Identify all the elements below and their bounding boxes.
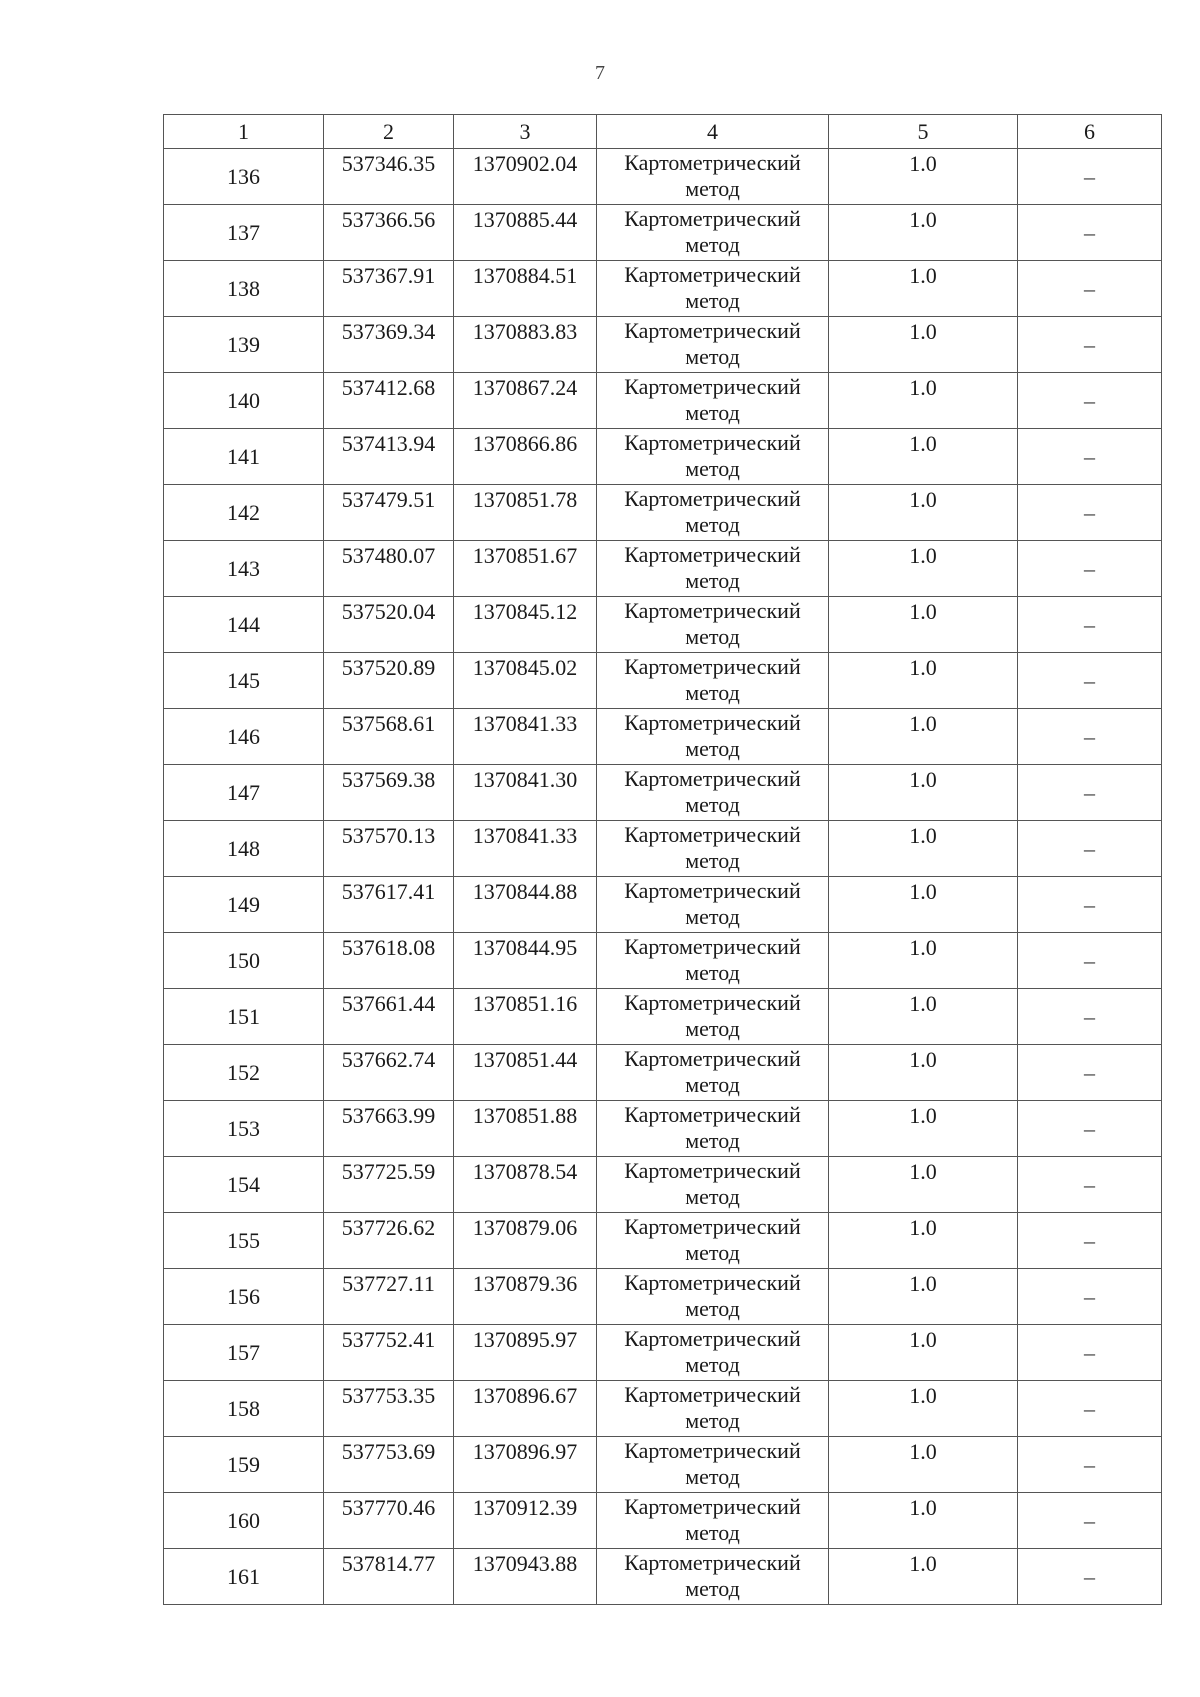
table-row xyxy=(164,653,1162,709)
note-cell: – xyxy=(1018,149,1162,205)
point-number-cell: 144 xyxy=(164,597,324,653)
note-cell: – xyxy=(1018,877,1162,933)
y-coordinate-cell: 1370883.83 xyxy=(454,317,597,373)
point-number-cell: 156 xyxy=(164,1269,324,1325)
note-cell: – xyxy=(1018,1157,1162,1213)
table-row xyxy=(164,989,1162,1045)
method-line-2: метод xyxy=(685,848,740,873)
accuracy-cell: 1.0 xyxy=(829,1325,1018,1381)
y-coordinate-cell: 1370866.86 xyxy=(454,429,597,485)
accuracy-cell: 1.0 xyxy=(829,373,1018,429)
table-row xyxy=(164,709,1162,765)
point-number-cell: 138 xyxy=(164,261,324,317)
accuracy-cell: 1.0 xyxy=(829,429,1018,485)
table-row xyxy=(164,373,1162,429)
y-coordinate-cell: 1370851.44 xyxy=(454,1045,597,1101)
y-coordinate-cell: 1370841.33 xyxy=(454,709,597,765)
method-cell xyxy=(597,205,829,261)
method-line-2: метод xyxy=(685,344,740,369)
method-line-1: Картометрический xyxy=(624,1046,801,1071)
method-cell xyxy=(597,877,829,933)
table-row xyxy=(164,877,1162,933)
method-cell xyxy=(597,429,829,485)
method-line-1: Картометрический xyxy=(624,654,801,679)
method-cell xyxy=(597,1101,829,1157)
method-cell xyxy=(597,317,829,373)
method-line-2: метод xyxy=(685,512,740,537)
coordinates-table xyxy=(163,114,1162,1605)
accuracy-cell: 1.0 xyxy=(829,541,1018,597)
point-number-cell: 141 xyxy=(164,429,324,485)
accuracy-cell: 1.0 xyxy=(829,1101,1018,1157)
table-row xyxy=(164,261,1162,317)
method-line-2: метод xyxy=(685,1296,740,1321)
x-coordinate-cell: 537753.69 xyxy=(324,1437,454,1493)
table-row xyxy=(164,1437,1162,1493)
y-coordinate-cell: 1370841.33 xyxy=(454,821,597,877)
method-cell xyxy=(597,485,829,541)
method-line-1: Картометрический xyxy=(624,206,801,231)
accuracy-cell: 1.0 xyxy=(829,653,1018,709)
x-coordinate-cell: 537479.51 xyxy=(324,485,454,541)
accuracy-cell: 1.0 xyxy=(829,149,1018,205)
header-col-5: 5 xyxy=(829,115,1018,149)
table-row xyxy=(164,1269,1162,1325)
method-line-2: метод xyxy=(685,568,740,593)
method-line-1: Картометрический xyxy=(624,934,801,959)
accuracy-cell: 1.0 xyxy=(829,933,1018,989)
point-number-cell: 155 xyxy=(164,1213,324,1269)
note-cell: – xyxy=(1018,429,1162,485)
method-line-2: метод xyxy=(685,288,740,313)
x-coordinate-cell: 537412.68 xyxy=(324,373,454,429)
method-line-1: Картометрический xyxy=(624,1270,801,1295)
x-coordinate-cell: 537752.41 xyxy=(324,1325,454,1381)
point-number-cell: 142 xyxy=(164,485,324,541)
method-line-1: Картометрический xyxy=(624,1382,801,1407)
x-coordinate-cell: 537618.08 xyxy=(324,933,454,989)
table-row xyxy=(164,933,1162,989)
method-line-2: метод xyxy=(685,1184,740,1209)
note-cell: – xyxy=(1018,1381,1162,1437)
method-cell xyxy=(597,1157,829,1213)
x-coordinate-cell: 537726.62 xyxy=(324,1213,454,1269)
y-coordinate-cell: 1370851.78 xyxy=(454,485,597,541)
accuracy-cell: 1.0 xyxy=(829,1213,1018,1269)
method-line-2: метод xyxy=(685,400,740,425)
table-row xyxy=(164,205,1162,261)
header-col-1: 1 xyxy=(164,115,324,149)
method-line-1: Картометрический xyxy=(624,430,801,455)
method-line-1: Картометрический xyxy=(624,990,801,1015)
method-line-1: Картометрический xyxy=(624,1438,801,1463)
method-cell xyxy=(597,597,829,653)
y-coordinate-cell: 1370902.04 xyxy=(454,149,597,205)
method-line-1: Картометрический xyxy=(624,1214,801,1239)
point-number-cell: 140 xyxy=(164,373,324,429)
y-coordinate-cell: 1370851.16 xyxy=(454,989,597,1045)
accuracy-cell: 1.0 xyxy=(829,1437,1018,1493)
method-line-2: метод xyxy=(685,1576,740,1601)
accuracy-cell: 1.0 xyxy=(829,877,1018,933)
method-line-2: метод xyxy=(685,680,740,705)
x-coordinate-cell: 537346.35 xyxy=(324,149,454,205)
method-line-1: Картометрический xyxy=(624,486,801,511)
note-cell: – xyxy=(1018,1045,1162,1101)
point-number-cell: 148 xyxy=(164,821,324,877)
x-coordinate-cell: 537520.89 xyxy=(324,653,454,709)
method-line-2: метод xyxy=(685,960,740,985)
accuracy-cell: 1.0 xyxy=(829,1269,1018,1325)
table-row xyxy=(164,149,1162,205)
point-number-cell: 149 xyxy=(164,877,324,933)
method-cell xyxy=(597,933,829,989)
method-line-1: Картометрический xyxy=(624,766,801,791)
note-cell: – xyxy=(1018,1269,1162,1325)
y-coordinate-cell: 1370885.44 xyxy=(454,205,597,261)
point-number-cell: 143 xyxy=(164,541,324,597)
header-col-4: 4 xyxy=(597,115,829,149)
method-line-2: метод xyxy=(685,456,740,481)
header-col-6: 6 xyxy=(1018,115,1162,149)
method-line-2: метод xyxy=(685,1072,740,1097)
method-line-2: метод xyxy=(685,1520,740,1545)
method-line-2: метод xyxy=(685,1016,740,1041)
accuracy-cell: 1.0 xyxy=(829,821,1018,877)
y-coordinate-cell: 1370844.88 xyxy=(454,877,597,933)
y-coordinate-cell: 1370845.12 xyxy=(454,597,597,653)
method-cell xyxy=(597,1549,829,1605)
method-cell xyxy=(597,1325,829,1381)
x-coordinate-cell: 537770.46 xyxy=(324,1493,454,1549)
table-row xyxy=(164,1101,1162,1157)
table-row xyxy=(164,1493,1162,1549)
table-row xyxy=(164,821,1162,877)
x-coordinate-cell: 537662.74 xyxy=(324,1045,454,1101)
note-cell: – xyxy=(1018,989,1162,1045)
x-coordinate-cell: 537663.99 xyxy=(324,1101,454,1157)
point-number-cell: 150 xyxy=(164,933,324,989)
method-line-1: Картометрический xyxy=(624,262,801,287)
point-number-cell: 160 xyxy=(164,1493,324,1549)
method-line-2: метод xyxy=(685,176,740,201)
method-cell xyxy=(597,1437,829,1493)
method-line-2: метод xyxy=(685,1464,740,1489)
table-row xyxy=(164,1325,1162,1381)
method-line-2: метод xyxy=(685,1128,740,1153)
y-coordinate-cell: 1370896.97 xyxy=(454,1437,597,1493)
note-cell: – xyxy=(1018,597,1162,653)
note-cell: – xyxy=(1018,1437,1162,1493)
method-cell xyxy=(597,709,829,765)
method-cell xyxy=(597,989,829,1045)
method-line-2: метод xyxy=(685,232,740,257)
method-line-2: метод xyxy=(685,1240,740,1265)
accuracy-cell: 1.0 xyxy=(829,1549,1018,1605)
accuracy-cell: 1.0 xyxy=(829,261,1018,317)
method-line-1: Картометрический xyxy=(624,1158,801,1183)
y-coordinate-cell: 1370878.54 xyxy=(454,1157,597,1213)
method-cell xyxy=(597,653,829,709)
header-row xyxy=(164,115,1162,149)
method-line-1: Картометрический xyxy=(624,878,801,903)
table-row xyxy=(164,1213,1162,1269)
method-cell xyxy=(597,541,829,597)
x-coordinate-cell: 537814.77 xyxy=(324,1549,454,1605)
table-row xyxy=(164,485,1162,541)
note-cell: – xyxy=(1018,1213,1162,1269)
method-cell xyxy=(597,821,829,877)
note-cell: – xyxy=(1018,205,1162,261)
accuracy-cell: 1.0 xyxy=(829,1157,1018,1213)
method-cell xyxy=(597,1493,829,1549)
point-number-cell: 145 xyxy=(164,653,324,709)
note-cell: – xyxy=(1018,1549,1162,1605)
method-line-1: Картометрический xyxy=(624,374,801,399)
accuracy-cell: 1.0 xyxy=(829,205,1018,261)
method-cell xyxy=(597,1381,829,1437)
note-cell: – xyxy=(1018,933,1162,989)
method-line-1: Картометрический xyxy=(624,1550,801,1575)
method-cell xyxy=(597,149,829,205)
accuracy-cell: 1.0 xyxy=(829,1493,1018,1549)
method-cell xyxy=(597,1045,829,1101)
point-number-cell: 161 xyxy=(164,1549,324,1605)
point-number-cell: 146 xyxy=(164,709,324,765)
y-coordinate-cell: 1370851.88 xyxy=(454,1101,597,1157)
y-coordinate-cell: 1370895.97 xyxy=(454,1325,597,1381)
point-number-cell: 139 xyxy=(164,317,324,373)
x-coordinate-cell: 537753.35 xyxy=(324,1381,454,1437)
table-row xyxy=(164,541,1162,597)
y-coordinate-cell: 1370912.39 xyxy=(454,1493,597,1549)
method-cell xyxy=(597,373,829,429)
accuracy-cell: 1.0 xyxy=(829,709,1018,765)
point-number-cell: 147 xyxy=(164,765,324,821)
note-cell: – xyxy=(1018,821,1162,877)
note-cell: – xyxy=(1018,373,1162,429)
method-line-2: метод xyxy=(685,904,740,929)
y-coordinate-cell: 1370943.88 xyxy=(454,1549,597,1605)
page-number: 7 xyxy=(595,62,605,84)
table-row xyxy=(164,1045,1162,1101)
accuracy-cell: 1.0 xyxy=(829,989,1018,1045)
method-line-1: Картометрический xyxy=(624,542,801,567)
table-row xyxy=(164,1157,1162,1213)
x-coordinate-cell: 537661.44 xyxy=(324,989,454,1045)
y-coordinate-cell: 1370851.67 xyxy=(454,541,597,597)
method-line-2: метод xyxy=(685,792,740,817)
x-coordinate-cell: 537369.34 xyxy=(324,317,454,373)
method-line-2: метод xyxy=(685,624,740,649)
y-coordinate-cell: 1370884.51 xyxy=(454,261,597,317)
method-line-1: Картометрический xyxy=(624,1102,801,1127)
x-coordinate-cell: 537568.61 xyxy=(324,709,454,765)
method-line-2: метод xyxy=(685,1408,740,1433)
y-coordinate-cell: 1370867.24 xyxy=(454,373,597,429)
x-coordinate-cell: 537480.07 xyxy=(324,541,454,597)
point-number-cell: 137 xyxy=(164,205,324,261)
accuracy-cell: 1.0 xyxy=(829,317,1018,373)
table-row xyxy=(164,597,1162,653)
method-line-1: Картометрический xyxy=(624,318,801,343)
table-row xyxy=(164,1381,1162,1437)
point-number-cell: 153 xyxy=(164,1101,324,1157)
table-row xyxy=(164,765,1162,821)
accuracy-cell: 1.0 xyxy=(829,485,1018,541)
table-header xyxy=(164,115,1162,149)
table-row xyxy=(164,429,1162,485)
point-number-cell: 136 xyxy=(164,149,324,205)
method-line-1: Картометрический xyxy=(624,1494,801,1519)
method-line-2: метод xyxy=(685,1352,740,1377)
note-cell: – xyxy=(1018,541,1162,597)
y-coordinate-cell: 1370844.95 xyxy=(454,933,597,989)
y-coordinate-cell: 1370845.02 xyxy=(454,653,597,709)
table-body xyxy=(164,149,1162,1605)
header-col-3: 3 xyxy=(454,115,597,149)
point-number-cell: 158 xyxy=(164,1381,324,1437)
y-coordinate-cell: 1370879.06 xyxy=(454,1213,597,1269)
x-coordinate-cell: 537570.13 xyxy=(324,821,454,877)
method-cell xyxy=(597,261,829,317)
point-number-cell: 151 xyxy=(164,989,324,1045)
method-line-1: Картометрический xyxy=(624,598,801,623)
note-cell: – xyxy=(1018,653,1162,709)
note-cell: – xyxy=(1018,317,1162,373)
x-coordinate-cell: 537617.41 xyxy=(324,877,454,933)
method-line-1: Картометрический xyxy=(624,822,801,847)
note-cell: – xyxy=(1018,1101,1162,1157)
y-coordinate-cell: 1370879.36 xyxy=(454,1269,597,1325)
x-coordinate-cell: 537520.04 xyxy=(324,597,454,653)
table-row xyxy=(164,317,1162,373)
header-col-2: 2 xyxy=(324,115,454,149)
note-cell: – xyxy=(1018,765,1162,821)
x-coordinate-cell: 537727.11 xyxy=(324,1269,454,1325)
y-coordinate-cell: 1370896.67 xyxy=(454,1381,597,1437)
accuracy-cell: 1.0 xyxy=(829,765,1018,821)
y-coordinate-cell: 1370841.30 xyxy=(454,765,597,821)
x-coordinate-cell: 537725.59 xyxy=(324,1157,454,1213)
method-cell xyxy=(597,1213,829,1269)
accuracy-cell: 1.0 xyxy=(829,1381,1018,1437)
method-line-2: метод xyxy=(685,736,740,761)
point-number-cell: 152 xyxy=(164,1045,324,1101)
x-coordinate-cell: 537413.94 xyxy=(324,429,454,485)
note-cell: – xyxy=(1018,261,1162,317)
method-cell xyxy=(597,1269,829,1325)
x-coordinate-cell: 537367.91 xyxy=(324,261,454,317)
note-cell: – xyxy=(1018,485,1162,541)
method-line-1: Картометрический xyxy=(624,150,801,175)
table-row xyxy=(164,1549,1162,1605)
note-cell: – xyxy=(1018,1325,1162,1381)
note-cell: – xyxy=(1018,1493,1162,1549)
method-line-1: Картометрический xyxy=(624,710,801,735)
x-coordinate-cell: 537366.56 xyxy=(324,205,454,261)
point-number-cell: 154 xyxy=(164,1157,324,1213)
accuracy-cell: 1.0 xyxy=(829,597,1018,653)
point-number-cell: 159 xyxy=(164,1437,324,1493)
x-coordinate-cell: 537569.38 xyxy=(324,765,454,821)
method-cell xyxy=(597,765,829,821)
method-line-1: Картометрический xyxy=(624,1326,801,1351)
point-number-cell: 157 xyxy=(164,1325,324,1381)
note-cell: – xyxy=(1018,709,1162,765)
accuracy-cell: 1.0 xyxy=(829,1045,1018,1101)
